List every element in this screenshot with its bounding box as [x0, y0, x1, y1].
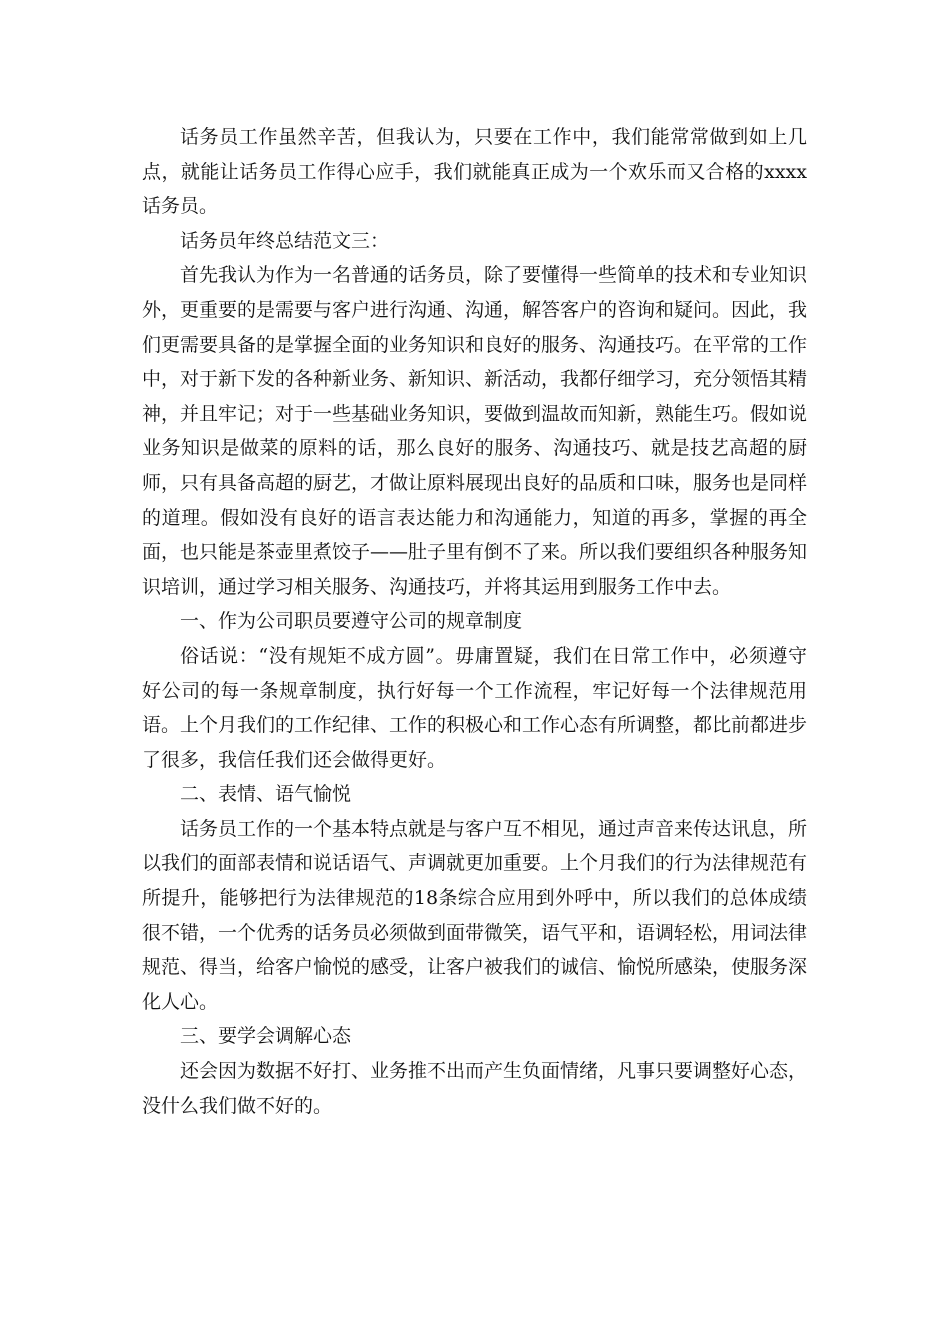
paragraph-adjust-mindset: 还会因为数据不好打、业务推不出而产生负面情绪，凡事只要调整好心态，没什么我们做不好的。 — [142, 1060, 808, 1117]
section-title-sample-three: 话务员年终总结范文三： — [180, 229, 390, 252]
paragraph-communication-skills: 首先我认为作为一名普通的话务员，除了要懂得一些简单的技术和专业知识外，更重要的是需要与客户进行沟通、沟通，解答客户的咨询和疑问。因此，我们更需要具备的是掌握全面的业务知识和良好的服务、沟通技巧。在平常的工作中，对于新下发的各种新业务、新知识、新活动，我都仔细学习，充分领悟其精神，并且牢记；对于一些基础业务知识，要做到温故而知新，熟能生巧。假如说业务知识是做菜的原料的话，那么良好的服务、沟通技巧、就是技艺高超的厨师，只有具备高超的厨艺，才做让原料展现出良好的品质和口味，服务也是同样的道理。假如没有良好的语言表达能力和沟通能力，知道的再多，掌握的再全面，也只能是茶壶里煮饺子——肚子里有倒不了来。所以我们要组织各种服务知识培训，通过学习相关服务、沟通技巧，并将其运用到服务工作中去。 — [142, 264, 808, 598]
paragraph-company-rules: 俗话说：“没有规矩不成方圆”。毋庸置疑，我们在日常工作中，必须遵守好公司的每一条规章制度，执行好每一个工作流程，牢记好每一个法律规范用语。上个月我们的工作纪律、工作的积极心和工作心态有所调整，都比前都进步了很多，我信任我们还会做得更好。 — [142, 644, 808, 771]
heading-adjust-mindset: 三、要学会调解心态 — [180, 1025, 352, 1048]
paragraph-closing-summary: 话务员工作虽然辛苦，但我认为，只要在工作中，我们能常常做到如上几点，就能让话务员工作得心应手，我们就能真正成为一个欢乐而又合格的xxxx话务员。 — [142, 126, 807, 218]
paragraph-expression-tone: 话务员工作的一个基本特点就是与客户互不相见，通过声音来传达讯息，所以我们的面部表情和说话语气、声调就更加重要。上个月我们的行为法律规范有所提升，能够把行为法律规范的18条综合应用到外呼中，所以我们的总体成绩很不错，一个优秀的话务员必须做到面带微笑，语气平和，语调轻松，用词法律规范、得当，给客户愉悦的感受，让客户被我们的诚信、愉悦所感染，使服务深化人心。 — [142, 817, 808, 1013]
heading-expression-tone: 二、表情、语气愉悦 — [180, 783, 352, 806]
heading-company-rules: 一、作为公司职员要遵守公司的规章制度 — [180, 610, 523, 633]
document-body — [142, 120, 807, 1123]
